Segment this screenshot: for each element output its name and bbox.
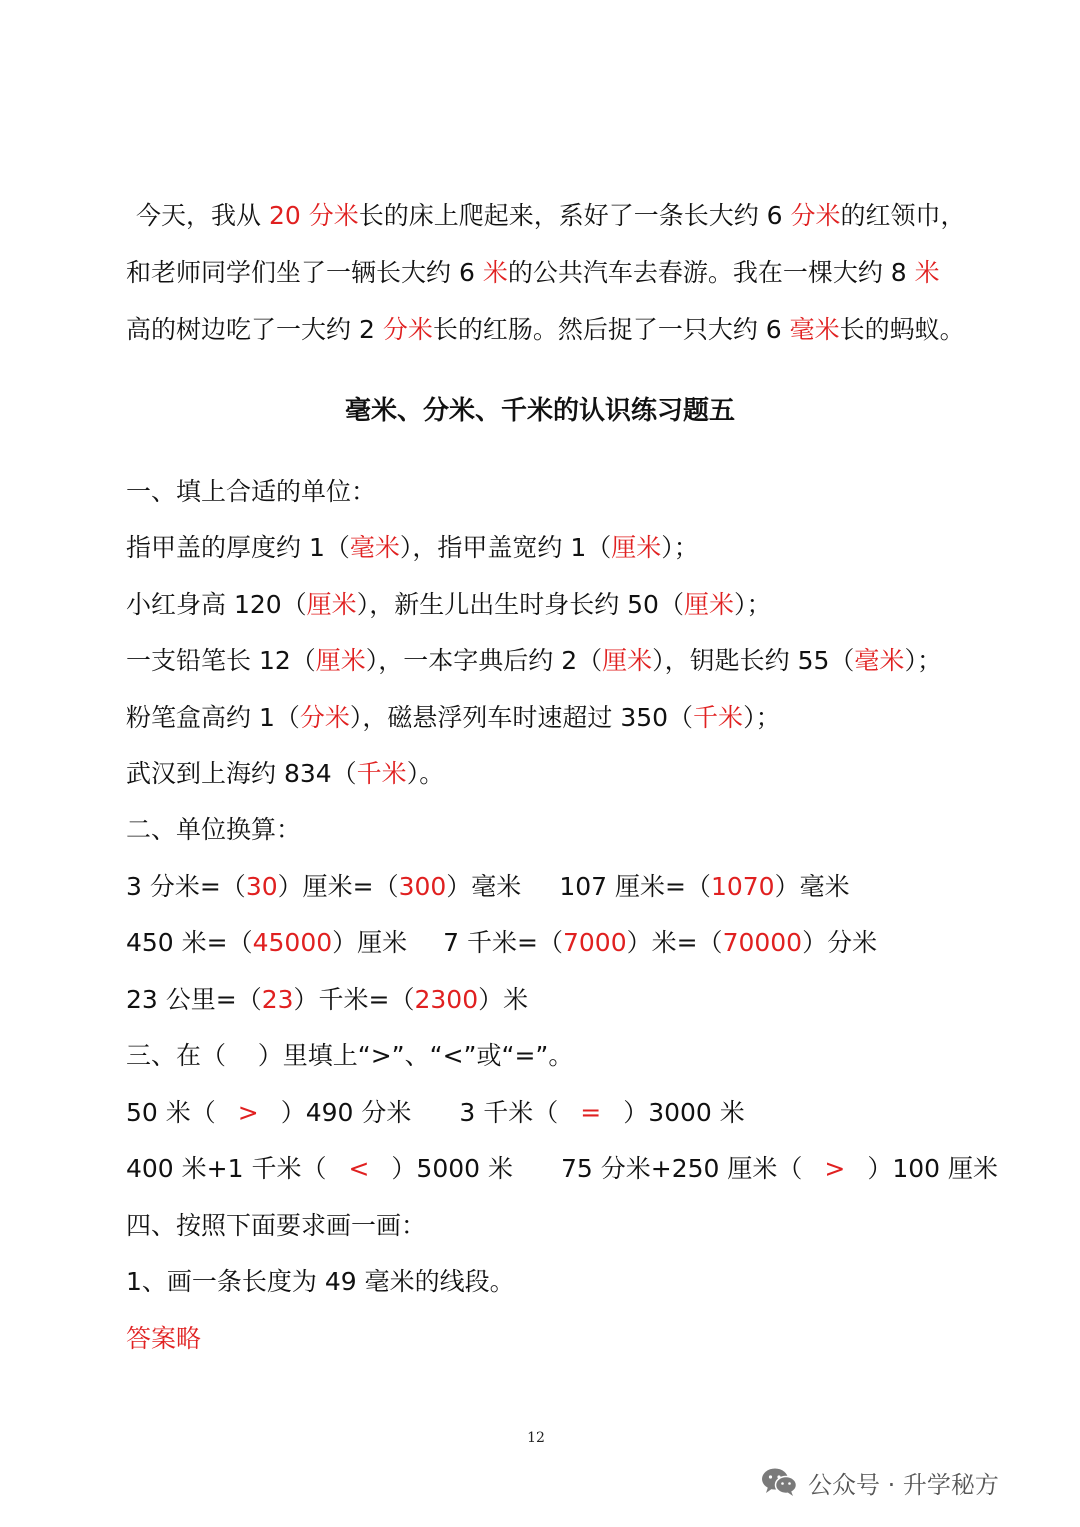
answer: 30: [245, 872, 278, 901]
question-row: 23 公里=（23）千米=（2300）米: [126, 985, 529, 1014]
watermark-text: 公众号 · 升学秘方: [808, 1470, 999, 1499]
answer: 1070: [710, 872, 775, 901]
answer: 分米: [382, 315, 433, 344]
answer: 分米: [790, 201, 841, 230]
answer: 分米: [299, 703, 350, 732]
question-row: 3 分米=（30）厘米=（300）毫米 107 厘米=（1070）毫米: [126, 872, 850, 901]
section-2-heading: 二、单位换算：: [126, 815, 302, 844]
answer: >: [824, 1154, 846, 1183]
answer: 毫米: [349, 533, 400, 562]
wechat-icon: [760, 1467, 798, 1497]
answer: 毫米: [854, 646, 905, 675]
intro-line-1: 今天，我从 20 分米长的床上爬起来，系好了一条长大约 6 分米的红领巾，: [136, 201, 966, 230]
answer: <: [348, 1154, 370, 1183]
answer: 45000: [252, 928, 333, 957]
answer: 20 分米: [268, 201, 359, 230]
question-row: 400 米+1 千米（ < ）5000 米 75 分米+250 厘米（ > ）100 厘米: [126, 1154, 998, 1183]
answer: 厘米: [306, 590, 357, 619]
page-number: 12: [527, 1430, 545, 1446]
answer: 米: [914, 258, 940, 287]
answer: 厘米: [611, 533, 662, 562]
answer: 7000: [562, 928, 627, 957]
answer: 毫米: [789, 315, 840, 344]
question-row: 小红身高 120（厘米），新生儿出生时身长约 50（厘米）；: [126, 590, 772, 619]
section-3-heading: 三、在（ ）里填上“>”、“<”或“=”。: [126, 1041, 574, 1070]
answer: 厘米: [315, 646, 366, 675]
answer: 千米: [356, 759, 407, 788]
answer: 米: [482, 258, 508, 287]
intro-line-3: 高的树边吃了一大约 2 分米长的红肠。然后捉了一只大约 6 毫米长的蚂蚁。: [126, 315, 965, 344]
question-row: 武汉到上海约 834（千米）。: [126, 759, 445, 788]
answer: >: [237, 1098, 259, 1127]
answer: 厘米: [602, 646, 653, 675]
section-1-heading: 一、填上合适的单位：: [126, 477, 377, 506]
question-row: 450 米=（45000）厘米 7 千米=（7000）米=（70000）分米: [126, 928, 878, 957]
answer: 2300: [414, 985, 479, 1014]
answer: =: [580, 1098, 602, 1127]
intro-line-2: 和老师同学们坐了一辆长大约 6 米的公共汽车去春游。我在一棵大约 8 米: [126, 258, 940, 287]
section-4-heading: 四、按照下面要求画一画：: [126, 1211, 427, 1240]
answer-omitted: 答案略: [126, 1324, 202, 1353]
watermark: [760, 1462, 999, 1502]
answer: 厘米: [683, 590, 734, 619]
question-row: 粉笔盒高约 1（分米），磁悬浮列车时速超过 350（千米）；: [126, 703, 781, 732]
answer: 70000: [722, 928, 803, 957]
answer: 300: [398, 872, 447, 901]
question-row: 1、画一条长度为 49 毫米的线段。: [126, 1267, 515, 1296]
question-row: 一支铅笔长 12（厘米），一本字典后约 2（厘米），钥匙长约 55（毫米）；: [126, 646, 942, 675]
page-title: 毫米、分米、千米的认识练习题五: [344, 396, 735, 426]
question-row: 指甲盖的厚度约 1（毫米），指甲盖宽约 1（厘米）；: [126, 533, 699, 562]
answer: 23: [261, 985, 294, 1014]
question-row: 50 米（ > ）490 分米 3 千米（ = ）3000 米: [126, 1098, 745, 1127]
answer: 千米: [693, 703, 744, 732]
